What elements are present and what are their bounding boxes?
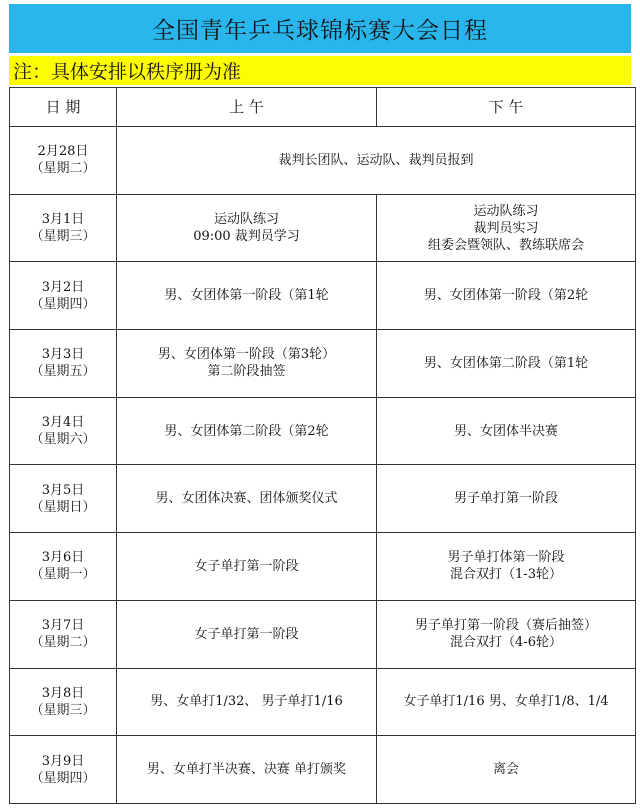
date-cell [10,194,117,262]
am-line: 男、女团体第二阶段（第2轮 [164,423,329,439]
am-line: 女子单打第一阶段 [194,626,299,642]
am-cell [117,194,377,262]
date-cell [10,465,117,533]
pm-line: 女子单打1/16 男、女单打1/8、1/4 [403,694,609,710]
table-row [10,194,636,262]
pm-line: 离会 [492,762,519,778]
date-text: 3月8日 [41,685,85,701]
weekday-text: （星期四） [30,770,96,786]
am-cell [117,262,377,330]
pm-line: 男、女团体半决赛 [453,423,558,439]
date-cell [10,600,117,668]
date-cell [10,127,117,195]
weekday-text: （星期日） [30,499,96,515]
merged-cell [117,127,636,195]
am-cell [117,465,377,533]
pm-cell [377,194,636,262]
table-row [10,262,636,330]
am-line: 男、女团体决赛、团体颁奖仪式 [155,491,338,507]
pm-line: 男子单打体第一阶段 [447,550,565,566]
am-cell [117,330,377,398]
table-row [10,668,636,736]
pm-cell [377,668,636,736]
weekday-text: （星期二） [30,635,96,651]
pm-line: 男子单打第一阶段 [453,491,558,507]
am-line: 运动队练习 [213,212,279,228]
header-date: 日 期 [10,88,117,127]
table-row [10,127,636,195]
table-row [10,330,636,398]
pm-cell [377,262,636,330]
pm-line: 混合双打（1-3轮） [450,567,562,583]
page-title: 全国青年乒乓球锦标赛大会日程 [9,4,631,53]
header-am: 上 午 [117,88,377,127]
pm-line: 运动队练习 [473,203,539,219]
pm-line: 男子单打第一阶段（赛后抽签） [414,618,597,634]
merged-text: 裁判长团队、运动队、裁判员报到 [278,152,474,168]
date-text: 3月9日 [41,753,85,769]
date-text: 3月1日 [41,212,85,228]
date-cell [10,262,117,330]
date-text: 2月28日 [37,144,89,160]
date-text: 3月2日 [41,279,85,295]
am-cell [117,600,377,668]
date-text: 3月7日 [41,618,85,634]
am-line: 男、女单打半决赛、决赛 单打颁奖 [146,762,347,778]
table-row [10,600,636,668]
am-cell [117,736,377,804]
table-row [10,465,636,533]
date-cell [10,736,117,804]
header-row [10,88,636,127]
am-line: 09:00 裁判员学习 [193,229,300,245]
weekday-text: （星期三） [30,702,96,718]
date-text: 3月6日 [41,550,85,566]
pm-cell [377,330,636,398]
header-pm: 下 午 [377,88,636,127]
pm-line: 混合双打（4-6轮） [450,635,562,651]
am-cell [117,668,377,736]
am-line: 男、女团体第一阶段（第3轮） [157,347,336,363]
pm-line: 组委会暨领队、教练联席会 [427,237,584,253]
am-cell [117,397,377,465]
weekday-text: （星期四） [30,296,96,312]
table-row [10,533,636,601]
date-text: 3月5日 [41,482,85,498]
am-line: 女子单打第一阶段 [194,558,299,574]
weekday-text: （星期六） [30,432,96,448]
table-row [10,397,636,465]
date-cell [10,330,117,398]
weekday-text: （星期二） [30,161,96,177]
weekday-text: （星期三） [30,229,96,245]
am-cell [117,533,377,601]
pm-cell [377,736,636,804]
pm-cell [377,397,636,465]
date-cell [10,397,117,465]
note-banner: 注：具体安排以秩序册为准 [9,56,631,85]
pm-cell [377,533,636,601]
pm-line: 裁判员实习 [473,220,539,236]
weekday-text: （星期一） [30,567,96,583]
pm-line: 男、女团体第二阶段（第1轮 [423,355,589,371]
date-text: 3月3日 [41,347,85,363]
pm-cell [377,600,636,668]
am-line: 男、女单打1/32、 男子单打1/16 [150,694,343,710]
date-cell [10,668,117,736]
table-row [10,736,636,804]
am-line: 男、女团体第一阶段（第1轮 [164,288,329,304]
pm-line: 男、女团体第一阶段（第2轮 [423,288,589,304]
pm-cell [377,465,636,533]
am-line: 第二阶段抽签 [207,364,286,380]
weekday-text: （星期五） [30,364,96,380]
schedule-table [9,87,636,804]
date-cell [10,533,117,601]
date-text: 3月4日 [41,415,85,431]
